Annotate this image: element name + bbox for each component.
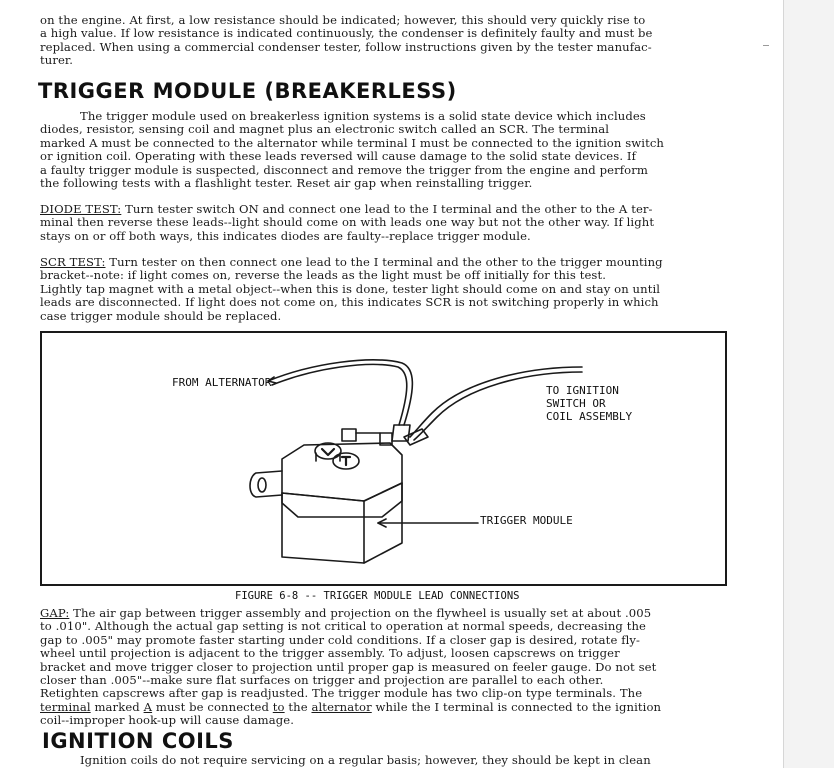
- label-from-alternator: FROM ALTERNATOR: [172, 376, 272, 389]
- gap-label: GAP:: [40, 607, 70, 620]
- text-line: stays on or off both ways, this indicates diodes are faulty--replace trigger module.: [40, 229, 531, 243]
- text-line: a faulty trigger module is suspected, disconnect and remove the trigger from the engine and perform: [40, 163, 648, 177]
- text-line: diodes, resistor, sensing coil and magnet plus an electronic switch called an SCR. The terminal: [40, 123, 610, 137]
- gap-paragraph: [40, 607, 730, 728]
- figure-6-8-frame: [40, 331, 727, 586]
- text-line: Ignition coils do not require servicing on a regular basis; however, they should be kept in clean: [80, 754, 651, 767]
- text-line: minal then reverse these leads--light should come on with leads one way but not the other way. If light: [40, 216, 655, 230]
- text-line: the following tests with a flashlight tester. Reset air gap when reinstalling trigger.: [40, 177, 533, 191]
- label-trigger-module: TRIGGER MODULE: [480, 514, 573, 527]
- text-line: Lightly tap magnet with a metal object--when this is done, tester light should come on and stay on until: [40, 282, 661, 296]
- label-to-ignition-line-2: SWITCH OR: [546, 397, 606, 410]
- text-line: bracket and move trigger closer to projection until proper gap is measured on feeler gauge. Do not set: [40, 660, 657, 674]
- text-run: while the I terminal is connected to the ignition: [371, 700, 662, 714]
- trigger-module-paragraph: [40, 110, 730, 190]
- text-line: marked A must be connected to the alternator while terminal I must be connected to the ignition switch: [40, 136, 664, 150]
- text-line: wheel until projection is adjacent to the trigger assembly. To adjust, loosen capscrews on trigger: [40, 647, 620, 661]
- label-to-ignition-line-3: COIL ASSEMBLY: [546, 410, 633, 423]
- text-line: to .010". Although the actual gap setting is not critical to operation at normal speeds, decreasing the: [40, 620, 647, 634]
- text-line: bracket--note: if light comes on, reverse the leads as the light must be off initially for this test.: [40, 269, 607, 283]
- text-line: [40, 701, 730, 714]
- text-run: to: [272, 700, 285, 714]
- text-run: A: [143, 700, 153, 714]
- text-line: Retighten capscrews after gap is readjusted. The trigger module has two clip-on type terminals. The: [40, 687, 643, 701]
- text-run: marked: [90, 700, 144, 714]
- trigger-module-illustration: [42, 333, 725, 584]
- label-to-ignition-line-1: TO IGNITION: [546, 384, 619, 397]
- text-line: or ignition coil. Operating with these leads reversed will cause damage to the solid state devices. If: [40, 150, 636, 164]
- section-heading-ignition-coils: IGNITION COILS: [42, 729, 234, 753]
- diode-test-label: DIODE TEST:: [40, 203, 122, 216]
- text-run: Turn tester on then connect one lead to the I terminal and the other to the trigger mounting: [105, 256, 663, 269]
- scr-test-paragraph: [40, 256, 730, 323]
- text-line: on the engine. At first, a low resistance should be indicated; however, this should very quickly rise to: [40, 14, 646, 27]
- text-run: Turn tester switch ON and connect one lead to the I terminal and the other to the A ter-: [121, 203, 653, 216]
- scr-test-label: SCR TEST:: [40, 256, 106, 269]
- text-run: the: [284, 700, 312, 714]
- text-line: [40, 607, 730, 620]
- right-gutter: [783, 0, 834, 768]
- text-line: The trigger module used on breakerless ignition systems is a solid state device which includes: [80, 110, 646, 123]
- text-line: case trigger module should be replaced.: [40, 309, 282, 323]
- text-line: coil--improper hook-up will cause damage.: [40, 714, 295, 728]
- margin-mark: [763, 45, 769, 46]
- ignition-coils-paragraph: [40, 754, 730, 767]
- text-line: leads are disconnected. If light does not come on, this indicates SCR is not switching properly in which: [40, 296, 659, 310]
- text-line: turer.: [40, 54, 74, 68]
- figure-caption: FIGURE 6-8 -- TRIGGER MODULE LEAD CONNECTIONS: [235, 590, 520, 602]
- intro-paragraph: [40, 14, 730, 68]
- section-heading-trigger-module: TRIGGER MODULE (BREAKERLESS): [38, 79, 457, 103]
- text-run: alternator: [311, 700, 372, 714]
- text-run: The air gap between trigger assembly and projection on the flywheel is usually set at about .005: [69, 607, 652, 620]
- text-line: a high value. If low resistance is indicated continuously, the condenser is definitely faulty and must be: [40, 27, 653, 41]
- text-run: must be connected: [152, 700, 273, 714]
- text-line: gap to .005" may promote faster starting under cold conditions. If a closer gap is desired, rotate fly-: [40, 633, 641, 647]
- text-line: [40, 256, 730, 269]
- text-line: [40, 203, 730, 216]
- text-line: closer than .005"--make sure flat surfaces on trigger and projection are parallel to each other.: [40, 674, 604, 688]
- diode-test-paragraph: [40, 203, 730, 243]
- text-line: replaced. When using a commercial condenser tester, follow instructions given by the tester manufac-: [40, 40, 652, 54]
- text-run: terminal: [40, 700, 91, 714]
